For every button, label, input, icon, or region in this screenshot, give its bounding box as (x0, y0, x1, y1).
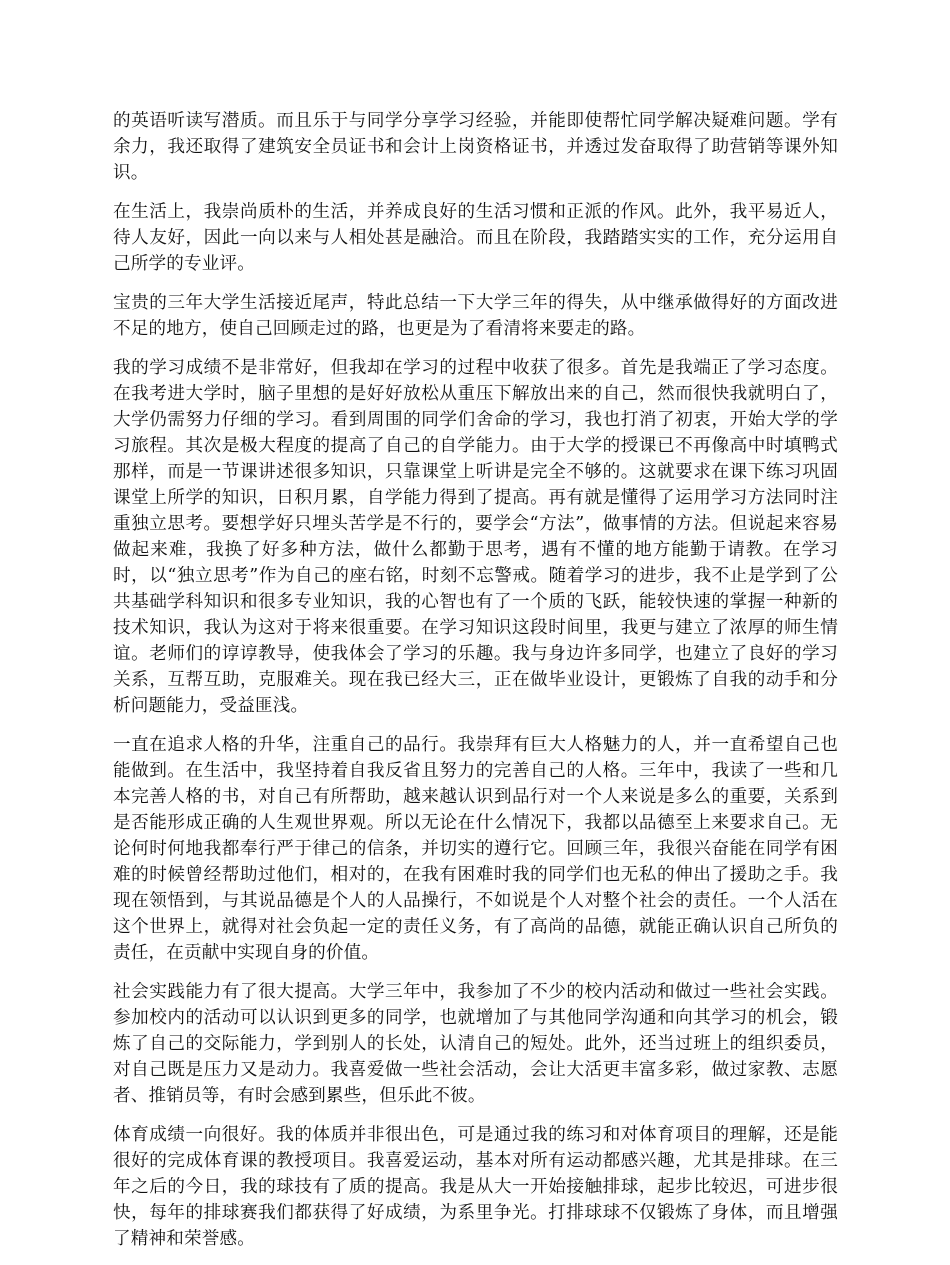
paragraph-social-practice: 社会实践能力有了很大提高。大学三年中，我参加了不少的校内活动和做过一些社会实践。参加校内的活动可以认识到更多的同学，也就增加了与其他同学沟通和向其学习的机会，锻炼了自己的交际能力，学到别人的长处，认清自己的短处。此外，还当过班上的组织委员，对自己既是压力又是动力。我喜爱做一些社会活动，会让大活更丰富多彩，做过家教、志愿者、推销员等，有时会感到累些，但乐此不彼。 (113, 982, 838, 1106)
paragraph-life: 在生活上，我崇尚质朴的生活，并养成良好的生活习惯和正派的作风。此外，我平易近人，待人友好，因此一向以来与人相处甚是融洽。而且在阶段，我踏踏实实的工作，充分运用自己所学的专业评。 (113, 202, 838, 274)
paragraph-summary-intro: 宝贵的三年大学生活接近尾声，特此总结一下大学三年的得失，从中继承做得好的方面改进不足的地方，使自己回顾走过的路，也更是为了看清将来要走的路。 (113, 293, 838, 339)
paragraph-character: 一直在追求人格的升华，注重自己的品行。我崇拜有巨大人格魅力的人，并一直希望自己也能做到。在生活中，我坚持着自我反省且努力的完善自己的人格。三年中，我读了一些和几本完善人格的书，对自己有所帮助，越来越认识到品行对一个人来说是多么的重要，关系到是否能形成正确的人生观世界观。所以无论在什么情况下，我都以品德至上来要求自己。无论何时何地我都奉行严于律己的信条，并切实的遵行它。回顾三年，我很兴奋能在同学有困难的时候曾经帮助过他们，相对的，在我有困难时我的同学们也无私的伸出了援助之手。我现在领悟到，与其说品德是个人的人品操行，不如说是个人对整个社会的责任。一个人活在这个世界上，就得对社会负起一定的责任义务，有了高尚的品德，就能正确认识自己所负的责任，在贡献中实现自身的价值。 (113, 735, 838, 963)
document-page (113, 108, 838, 1265)
paragraph-sports: 体育成绩一向很好。我的体质并非很出色，可是通过我的练习和对体育项目的理解，还是能很好的完成体育课的教授项目。我喜爱运动，基本对所有运动都感兴趣，尤其是排球。在三年之后的今日，我的球技有了质的提高。我是从大一开始接触排球，起步比较迟，可进步很快，每年的排球赛我们都获得了好成绩，为系里争光。打排球球不仅锻炼了身体，而且增强了精神和荣誉感。 (113, 1125, 838, 1249)
paragraph-study: 我的学习成绩不是非常好，但我却在学习的过程中收获了很多。首先是我端正了学习态度。在我考进大学时，脑子里想的是好好放松从重压下解放出来的自己，然而很快我就明白了，大学仍需努力仔细的学习。看到周围的同学们舍命的学习，我也打消了初衷，开始大学的学习旅程。其次是极大程度的提高了自己的自学能力。由于大学的授课已不再像高中时填鸭式那样，而是一节课讲述很多知识，只靠课堂上听讲是完全不够的。这就要求在课下练习巩固课堂上所学的知识，日积月累，自学能力得到了提高。再有就是懂得了运用学习方法同时注重独立思考。要想学好只埋头苦学是不行的，要学会“方法”，做事情的方法。但说起来容易做起来难，我换了好多种方法，做什么都勤于思考，遇有不懂的地方能勤于请教。在学习时，以“独立思考”作为自己的座右铭，时刻不忘警戒。随着学习的进步，我不止是学到了公共基础学科知识和很多专业知识，我的心智也有了一个质的飞跃，能较快速的掌握一种新的技术知识，我认为这对于将来很重要。在学习知识这段时间里，我更与建立了浓厚的师生情谊。老师们的谆谆教导，使我体会了学习的乐趣。我与身边许多同学，也建立了良好的学习关系，互帮互助，克服难关。现在我已经大三，正在做毕业设计，更锻炼了自我的动手和分析问题能力，受益匪浅。 (113, 358, 838, 716)
paragraph-english-skills: 的英语听读写潜质。而且乐于与同学分享学习经验，并能即使帮忙同学解决疑难问题。学有余力，我还取得了建筑安全员证书和会计上岗资格证书，并透过发奋取得了助营销等课外知识。 (113, 111, 838, 183)
